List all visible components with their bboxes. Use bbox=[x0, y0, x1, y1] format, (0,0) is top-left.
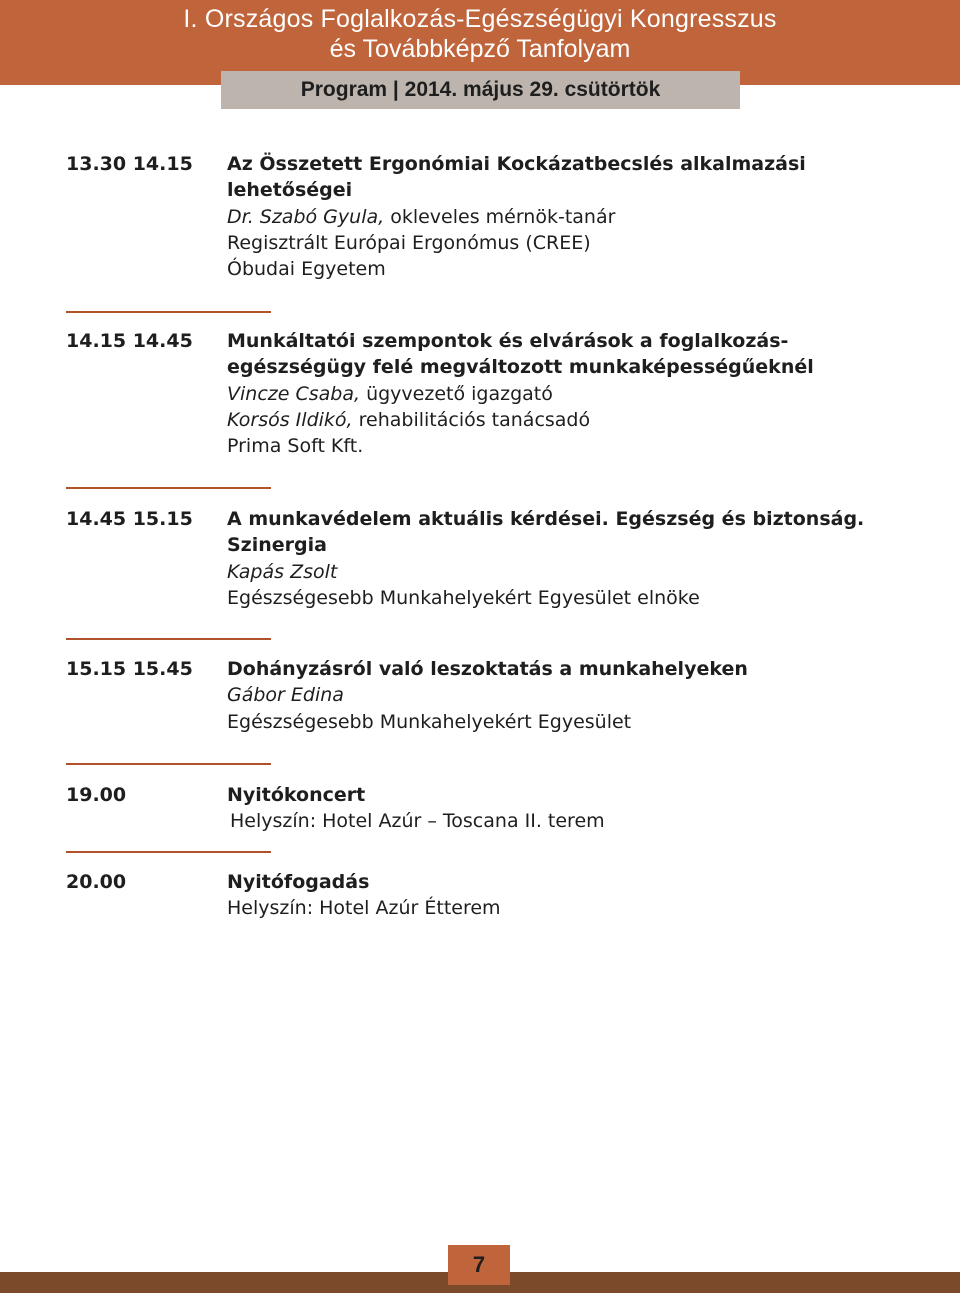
entry-time: 20.00 bbox=[66, 871, 127, 893]
entry-detail: Regisztrált Európai Ergonómus (CREE) bbox=[227, 231, 591, 254]
entry-detail: Helyszín: Hotel Azúr – Toscana II. terem bbox=[230, 810, 605, 833]
speaker-role: okleveles mérnök-tanár bbox=[384, 205, 616, 228]
entry-title: egészségügy felé megváltozott munkaképességűeknél bbox=[227, 356, 814, 379]
entry-title: Munkáltatói szempontok és elvárások a foglalkozás- bbox=[227, 330, 789, 352]
entry-time: 19.00 bbox=[66, 784, 127, 806]
separator-line bbox=[66, 487, 271, 489]
speaker-role: ügyvezető igazgató bbox=[360, 382, 553, 405]
entry-time: 15.15 15.45 bbox=[66, 658, 193, 680]
entry-time: 13.30 14.15 bbox=[66, 153, 193, 175]
entry-title: Az Összetett Ergonómiai Kockázatbecslés alkalmazási bbox=[227, 153, 806, 175]
speaker bbox=[227, 407, 927, 433]
speaker bbox=[227, 381, 927, 407]
separator-line bbox=[66, 311, 271, 313]
entry-title: Dohányzásról való leszoktatás a munkahelyeken bbox=[227, 658, 748, 680]
separator-line bbox=[66, 638, 271, 640]
separator-line bbox=[66, 851, 271, 853]
entry-time: 14.15 14.45 bbox=[66, 330, 193, 352]
entry-time: 14.45 15.15 bbox=[66, 508, 193, 530]
entry-title: lehetőségei bbox=[227, 179, 353, 202]
speaker-name: Dr. Szabó Gyula, bbox=[227, 205, 385, 228]
speaker-role: rehabilitációs tanácsadó bbox=[352, 408, 591, 431]
page-number: 7 bbox=[448, 1245, 510, 1285]
speaker-name: Gábor Edina bbox=[227, 684, 344, 707]
entry-detail: Egészségesebb Munkahelyekért Egyesület bbox=[227, 710, 632, 733]
entry-detail: Egészségesebb Munkahelyekért Egyesület elnöke bbox=[227, 586, 700, 609]
speaker-name: Korsós Ildikó, bbox=[227, 408, 353, 431]
entry-detail: Helyszín: Hotel Azúr Étterem bbox=[227, 897, 501, 920]
entry-title: Szinergia bbox=[227, 534, 327, 557]
speaker-name: Kapás Zsolt bbox=[227, 560, 338, 583]
entry-detail: Prima Soft Kft. bbox=[227, 435, 364, 458]
congress-subtitle: és Továbbképző Tanfolyam bbox=[329, 35, 631, 63]
entry-title: Nyitókoncert bbox=[227, 784, 366, 806]
speaker bbox=[227, 204, 927, 230]
program-date-bar: Program | 2014. május 29. csütörtök bbox=[221, 71, 740, 109]
entry-title: Nyitófogadás bbox=[227, 871, 370, 893]
entry-title: A munkavédelem aktuális kérdései. Egészség és biztonság. bbox=[227, 508, 865, 530]
entry-detail: Óbudai Egyetem bbox=[227, 258, 386, 281]
separator-line bbox=[66, 763, 271, 765]
congress-title: I. Országos Foglalkozás-Egészségügyi Kongresszus bbox=[183, 5, 777, 33]
speaker-name: Vincze Csaba, bbox=[227, 382, 361, 405]
